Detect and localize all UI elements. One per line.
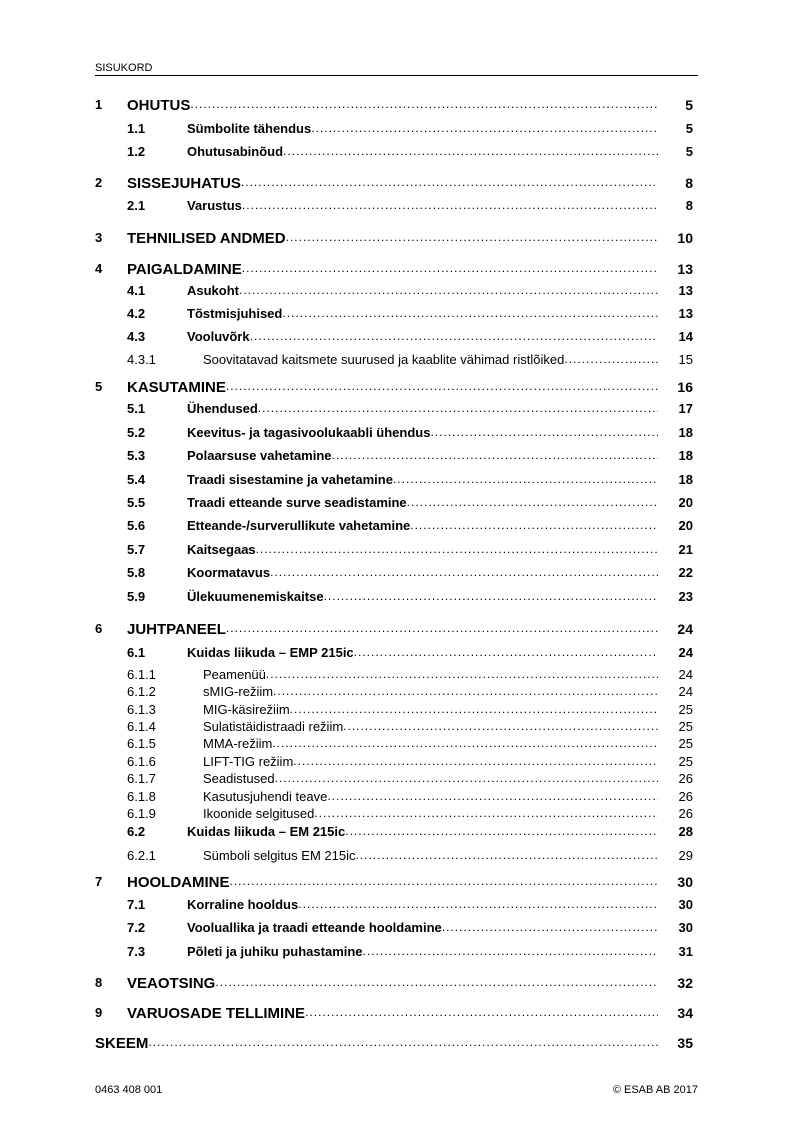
- toc-entry-title: JUHTPANEEL: [127, 621, 226, 638]
- toc-entry-number: 5.9: [127, 589, 146, 604]
- toc-entry-title: Etteande-/surverullikute vahetamine: [187, 518, 411, 533]
- toc-entry-page: 10: [677, 230, 693, 246]
- toc-entry-number: 6.1.7: [127, 771, 156, 786]
- toc-entry-page: 30: [678, 897, 693, 912]
- toc-entry-title: Ühendused: [187, 401, 258, 416]
- toc-entry-page: 29: [678, 848, 693, 863]
- toc-entry-number: 6.1.4: [127, 719, 156, 734]
- toc-entry-number: 6.1.6: [127, 754, 156, 769]
- toc-entry-title: Korraline hooldus: [187, 897, 299, 912]
- toc-entry-title: Traadi etteande surve seadistamine: [187, 495, 407, 510]
- toc-entry-page: 16: [677, 379, 693, 395]
- toc-entry-page: 24: [678, 684, 693, 699]
- toc-entry-page: 28: [678, 824, 693, 839]
- toc-entry-number: 7.2: [127, 920, 146, 935]
- toc-entry-number: 5.4: [127, 472, 146, 487]
- toc-entry-number: 5.1: [127, 401, 146, 416]
- toc-entry-title: Seadistused: [203, 771, 275, 786]
- toc-entry-title: LIFT-TIG režiim: [203, 754, 294, 769]
- toc-entry-page: 25: [678, 736, 693, 751]
- toc-entry-title: Ülekuumenemiskaitse: [187, 589, 324, 604]
- copyright-notice: © ESAB AB 2017: [612, 1084, 698, 1096]
- toc-entry-title: Kaitsegaas: [187, 542, 256, 557]
- toc-entry-title: KASUTAMINE: [127, 379, 226, 396]
- toc-entry-number: 6.2: [127, 824, 146, 839]
- toc-entry-number: 5: [95, 379, 103, 394]
- toc-entry-page: 35: [677, 1035, 693, 1051]
- toc-entry-page: 26: [678, 806, 693, 821]
- document-number: 0463 408 001: [95, 1084, 163, 1096]
- toc-entry-page: 25: [678, 754, 693, 769]
- toc-entry-page: 22: [678, 565, 693, 580]
- toc-entry-page: 18: [678, 472, 693, 487]
- toc-entry-title: TEHNILISED ANDMED: [127, 230, 286, 247]
- toc-entry-title: Soovitatavad kaitsmete suurused ja kaablite vähimad ristlõiked: [203, 352, 565, 367]
- toc-entry-page: 13: [678, 306, 693, 321]
- toc-entry-page: 20: [678, 518, 693, 533]
- toc-entry-number: 1.1: [127, 121, 146, 136]
- toc-entry-title: Vooluvõrk: [187, 329, 250, 344]
- toc-entry-title: Põleti ja juhiku puhastamine: [187, 944, 363, 959]
- toc-entry-page: 5: [685, 144, 693, 159]
- toc-entry-number: 1.2: [127, 144, 146, 159]
- toc-entry-title: Vooluallika ja traadi etteande hooldamine: [187, 920, 442, 935]
- toc-entry-number: 7: [95, 874, 103, 889]
- toc-entry-title: SKEEM: [95, 1035, 149, 1052]
- toc-entry-title: Kasutusjuhendi teave: [203, 789, 328, 804]
- toc-entry-number: 6.1.1: [127, 667, 156, 682]
- toc-entry-page: 18: [678, 448, 693, 463]
- toc-entry-title: VARUOSADE TELLIMINE: [127, 1005, 306, 1022]
- dot-leader: [148, 1035, 658, 1052]
- toc-entry-number: 6.1: [127, 645, 146, 660]
- toc-entry-number: 1: [95, 97, 103, 112]
- toc-entry-title: Keevitus- ja tagasivoolukaabli ühendus: [187, 425, 431, 440]
- toc-entry-number: 8: [95, 975, 103, 990]
- toc-entry-title: Kuidas liikuda – EM 215ic: [187, 824, 346, 839]
- toc-entry-number: 9: [95, 1005, 103, 1020]
- toc-entry-number: 5.5: [127, 495, 146, 510]
- toc-entry-title: Varustus: [187, 198, 242, 213]
- toc-entry-page: 5: [685, 121, 693, 136]
- toc-entry-title: sMIG-režiim: [203, 684, 274, 699]
- toc-entry-number: 4.3: [127, 329, 146, 344]
- toc-entry-title: Koormatavus: [187, 565, 271, 580]
- toc-entry-number: 5.7: [127, 542, 146, 557]
- toc-entry-title: Kuidas liikuda – EMP 215ic: [187, 645, 354, 660]
- dot-leader: [190, 97, 658, 114]
- toc-entry-page: 24: [677, 621, 693, 637]
- toc-entry-number: 4: [95, 261, 103, 276]
- toc-entry-title: Peamenüü: [203, 667, 266, 682]
- toc-entry-title: MMA-režiim: [203, 736, 273, 751]
- toc-entry-number: 5.3: [127, 448, 146, 463]
- toc-entry-number: 3: [95, 230, 103, 245]
- toc-entry-page: 13: [677, 261, 693, 277]
- toc-entry-title: PAIGALDAMINE: [127, 261, 242, 278]
- toc-entry-page: 20: [678, 495, 693, 510]
- toc-entry-page: 23: [678, 589, 693, 604]
- toc-entry-number: 5.2: [127, 425, 146, 440]
- toc-entry-number: 4.2: [127, 306, 146, 321]
- toc-entry-page: 32: [677, 975, 693, 991]
- toc-entry-title: Tõstmisjuhised: [187, 306, 283, 321]
- toc-entry-title: Sümboli selgitus EM 215ic: [203, 848, 356, 863]
- toc-entry-title: MIG-käsirežiim: [203, 702, 290, 717]
- toc-entry-page: 13: [678, 283, 693, 298]
- toc-entry-number: 6.1.2: [127, 684, 156, 699]
- toc-entry-page: 30: [678, 920, 693, 935]
- toc-entry-page: 18: [678, 425, 693, 440]
- toc-entry-title: VEAOTSING: [127, 975, 216, 992]
- toc-entry-page: 26: [678, 789, 693, 804]
- toc-entry-page: 8: [685, 198, 693, 213]
- toc-entry-page: 24: [678, 667, 693, 682]
- toc-entry-page: 8: [685, 175, 693, 191]
- toc-entry-number: 6.1.9: [127, 806, 156, 821]
- toc-entry-title: Traadi sisestamine ja vahetamine: [187, 472, 393, 487]
- toc-entry-title: OHUTUS: [127, 97, 191, 114]
- toc-entry-title: Polaarsuse vahetamine: [187, 448, 332, 463]
- toc-entry-title: Sümbolite tähendus: [187, 121, 312, 136]
- toc-entry-page: 17: [678, 401, 693, 416]
- toc-entry-number: 6: [95, 621, 103, 636]
- toc-entry-number: 6.1.5: [127, 736, 156, 751]
- toc-entry-page: 25: [678, 719, 693, 734]
- toc-entry-title: Ikoonide selgitused: [203, 806, 315, 821]
- toc-entry-number: 7.3: [127, 944, 146, 959]
- toc-entry-page: 15: [678, 352, 693, 367]
- toc-entry-title: SISSEJUHATUS: [127, 175, 241, 192]
- toc-entry-page: 25: [678, 702, 693, 717]
- toc-entry-title: HOOLDAMINE: [127, 874, 230, 891]
- toc-entry-title: Sulatistäidistraadi režiim: [203, 719, 344, 734]
- toc-entry-number: 5.8: [127, 565, 146, 580]
- toc-entry-title: Asukoht: [187, 283, 239, 298]
- toc-entry-number: 5.6: [127, 518, 146, 533]
- toc-entry-number: 4.3.1: [127, 352, 156, 367]
- toc-entry-page: 14: [678, 329, 693, 344]
- dot-leader: [215, 975, 658, 992]
- toc-entry-page: 24: [678, 645, 693, 660]
- toc-entry-title: Ohutusabinõud: [187, 144, 284, 159]
- toc-entry-number: 6.2.1: [127, 848, 156, 863]
- page-header: SISUKORD: [95, 62, 698, 76]
- toc-entry-number: 2: [95, 175, 103, 190]
- toc-entry-page: 34: [677, 1005, 693, 1021]
- toc-entry-number: 6.1.3: [127, 702, 156, 717]
- toc-entry-page: 26: [678, 771, 693, 786]
- toc-entry-number: 4.1: [127, 283, 146, 298]
- toc-entry-page: 5: [685, 97, 693, 113]
- toc-entry-number: 7.1: [127, 897, 146, 912]
- toc-entry-page: 21: [678, 542, 693, 557]
- toc-entry-page: 30: [677, 874, 693, 890]
- toc-entry-number: 2.1: [127, 198, 146, 213]
- toc-entry-page: 31: [678, 944, 693, 959]
- toc-entry-number: 6.1.8: [127, 789, 156, 804]
